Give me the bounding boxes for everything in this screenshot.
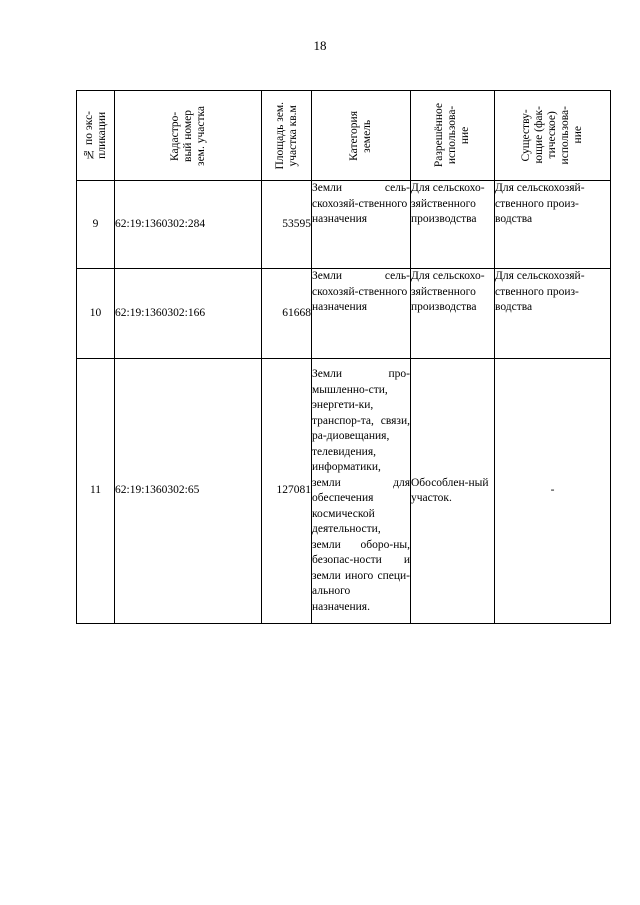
- table-row: [77, 181, 611, 269]
- cell-exp-number: 10: [77, 269, 115, 359]
- cell-area: 61668: [262, 269, 312, 359]
- cell-exp-number: 9: [77, 181, 115, 269]
- header-permitted-use: Разрешённое использова- ние: [411, 91, 495, 181]
- header-area: Площадь зем. участка кв.м: [262, 91, 312, 181]
- cell-cadastral: 62:19:1360302:284: [115, 181, 262, 269]
- cell-permitted-use: Обособлен-ный участок.: [411, 359, 495, 624]
- cell-category: Земли сель-скохозяй-ственного назначения: [312, 181, 411, 269]
- cell-permitted-use: Для сельскохо-зяйственного производства: [411, 181, 495, 269]
- header-exp-number: № по экс- пликации: [77, 91, 115, 181]
- cell-cadastral: 62:19:1360302:65: [115, 359, 262, 624]
- cell-category: Земли сель-скохозяй-ственного назначения: [312, 269, 411, 359]
- cell-actual-use: -: [495, 359, 611, 624]
- cell-actual-use: Для сельскохозяй-ственного произ-водства: [495, 181, 611, 269]
- table-header-row: [77, 91, 611, 181]
- cell-cadastral: 62:19:1360302:166: [115, 269, 262, 359]
- cell-area: 127081: [262, 359, 312, 624]
- cell-area: 53595: [262, 181, 312, 269]
- header-category: Категория земель: [312, 91, 411, 181]
- cell-permitted-use: Для сельскохо-зяйственного производства: [411, 269, 495, 359]
- header-actual-use: Существу- ющие (фак- тическое) использова- ние: [495, 91, 611, 181]
- table-row: [77, 269, 611, 359]
- table-row: [77, 359, 611, 624]
- land-plots-table: [76, 90, 611, 624]
- header-cadastral: Кадастро- вый номер зем. участка: [115, 91, 262, 181]
- cell-category: Земли про-мышленно-сти, энергети-ки, транспор-та, связи, ра-диовещания, телевидения, информатики, земли для обеспечения космической деятельности, земли оборо-ны, безопас-ности и земли иного специ-ального назначения.: [312, 359, 411, 624]
- cell-actual-use: Для сельскохозяй-ственного произ-водства: [495, 269, 611, 359]
- cell-exp-number: 11: [77, 359, 115, 624]
- page-number: 18: [313, 38, 327, 53]
